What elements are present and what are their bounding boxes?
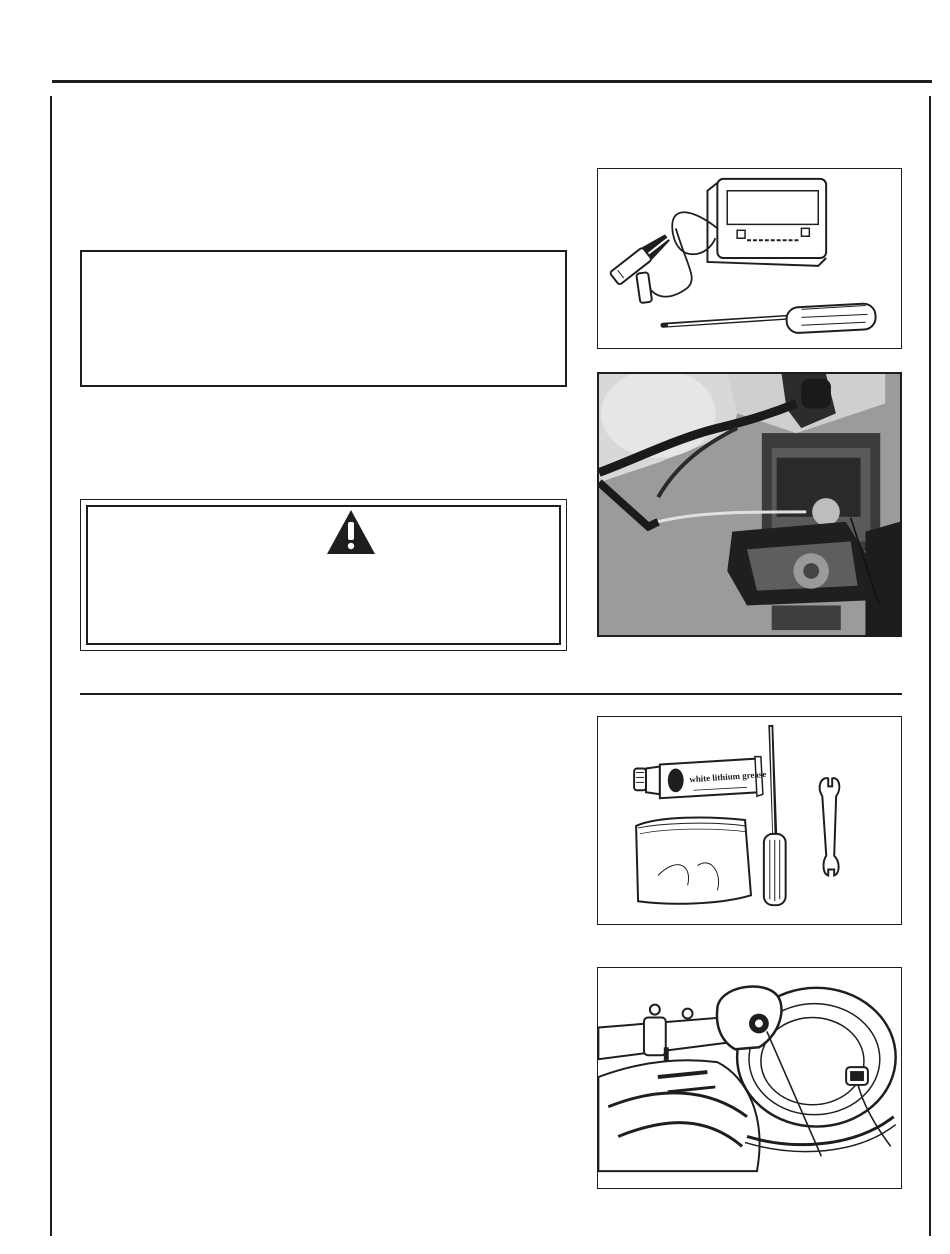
tachometer-screwdriver-illustration [598, 169, 901, 348]
right-margin-rule [929, 96, 931, 1236]
grease-screwdriver-wrench-illustration [598, 717, 901, 924]
grease-tools-figure [597, 716, 902, 925]
gearbox-grease-port-illustration [598, 968, 901, 1188]
header-rule [52, 80, 932, 83]
note-box [80, 250, 567, 387]
grease-tube-label: white lithium grease [689, 769, 767, 785]
warning-triangle-icon [325, 508, 377, 556]
warning-box [80, 499, 567, 651]
carburetor-photo [597, 372, 902, 637]
section-divider [80, 693, 902, 695]
tachometer-tools-figure [597, 168, 902, 349]
carburetor-adjustment-photo [599, 374, 900, 635]
gearbox-figure [597, 967, 902, 1189]
left-margin-rule [50, 96, 52, 1236]
